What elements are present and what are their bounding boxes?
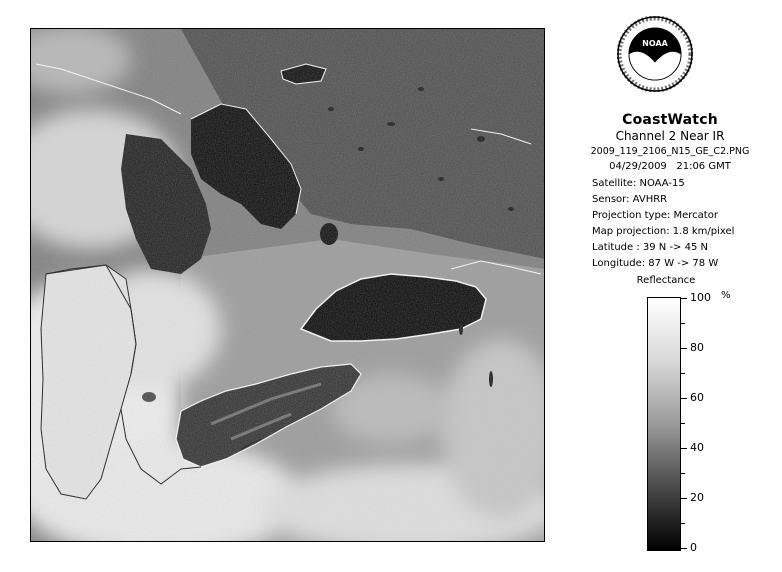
logo-center-text: NOAA [642, 39, 668, 48]
latitude-label: Latitude : 39 N -> 45 N [592, 242, 708, 253]
sensor-label: Sensor: AVHRR [592, 194, 668, 205]
colorbar-tick [681, 348, 687, 349]
time-text: 21:06 GMT [676, 161, 731, 172]
colorbar-tick-label: 40 [690, 441, 704, 454]
projection-type-label: Projection type: Mercator [592, 210, 718, 221]
colorbar-tick [681, 548, 687, 549]
colorbar-tick [681, 398, 687, 399]
date-time [565, 161, 775, 172]
colorbar-tick [681, 373, 685, 374]
colorbar-unit: % [721, 290, 731, 301]
colorbar-tick [681, 523, 685, 524]
colorbar-tick [681, 448, 687, 449]
date-text: 04/29/2009 [609, 161, 667, 172]
longitude-label: Longitude: 87 W -> 78 W [592, 258, 719, 269]
colorbar-title: Reflectance [636, 275, 696, 286]
colorbar-tick [681, 498, 687, 499]
colorbar-tick-label: 80 [690, 341, 704, 354]
satellite-image-svg [31, 29, 545, 542]
colorbar-tick-label: 100 [690, 291, 711, 304]
colorbar-tick [681, 473, 685, 474]
colorbar-tick [681, 423, 685, 424]
noaa-logo-icon [617, 16, 693, 92]
colorbar-tick [681, 298, 687, 299]
file-name: 2009_119_2106_N15_GE_C2.PNG [590, 146, 750, 157]
colorbar-tick-label: 20 [690, 491, 704, 504]
colorbar-tick-label: 0 [690, 541, 697, 554]
channel-label: Channel 2 Near IR [615, 129, 725, 143]
reflectance-colorbar [647, 297, 681, 551]
image-texture [31, 29, 545, 542]
satellite-label: Satellite: NOAA-15 [592, 178, 685, 189]
colorbar-tick [681, 323, 685, 324]
colorbar-tick-label: 60 [690, 391, 704, 404]
map-projection-label: Map projection: 1.8 km/pixel [592, 226, 735, 237]
product-title: CoastWatch [622, 112, 718, 128]
satellite-image [30, 28, 545, 542]
